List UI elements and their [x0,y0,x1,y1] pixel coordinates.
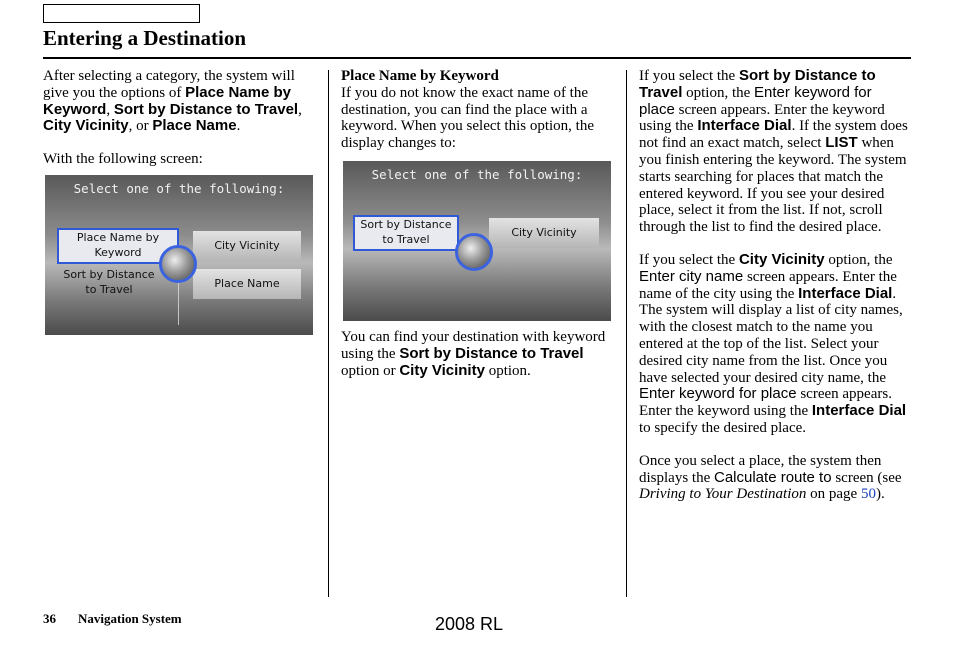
column-divider-2 [626,70,627,597]
sort-distance-paragraph: If you select the Sort by Distance to Travel option, the Enter keyword for place screen appears. Enter the keyword using the Interface Dial. If the system does not find an exact match, select LIST when you finish entering the keyword. The system starts searching for places that match the entered keyword. If you see your desired place, select it from the list. If not, scroll through the list to find the desired place. [639,67,908,236]
option-place-name-by-keyword[interactable]: Place Name by Keyword [57,228,179,264]
screen-heading: Select one of the following: [73,180,285,196]
keyword-paragraph: If you do not know the exact name of the destination, you can find the place with a keyword. When you select this option, the display changes to: [341,84,595,152]
column-1 [43,68,318,335]
page-title: Entering a Destination [43,26,247,50]
footer-label: Navigation System [78,611,182,626]
column-3 [639,68,911,503]
page-link[interactable]: 50 [860,486,876,503]
screen-caption: With the following screen: [43,151,203,168]
header-rule [43,57,911,59]
city-vicinity-paragraph: If you select the City Vicinity option, the Enter city name screen appears. Enter the name of the city using the Interface Dial. The system will display a list of city names, with the closest match to the name you entered at the top of the list. Select your desired city name from the list. Once you have selected your desired city name, the Enter keyword for place screen appears. Enter the keyword using the Interface Dial to specify the desired place. [639,250,907,436]
screen-heading: Select one of the following: [371,166,583,182]
interface-dial-icon [455,233,493,271]
option-sort-by-distance[interactable]: Sort by Distance to Travel [63,267,155,296]
option-place-name[interactable]: Place Name [193,269,301,299]
option-city-vicinity[interactable]: City Vicinity [193,231,301,261]
column-2 [341,68,611,379]
intro-paragraph: After selecting a category, the system will give you the options of Place Name by Keyword, Sort by Distance to Travel, City Vicinity, or Place Name. [43,68,302,135]
option-sort-by-distance[interactable]: Sort by Distance to Travel [353,215,459,251]
nav-screen-options [45,175,313,335]
option-city-vicinity[interactable]: City Vicinity [489,218,599,248]
section-heading: Place Name by Keyword [341,68,499,84]
keyword-options-paragraph: You can find your destination with keyword using the Sort by Distance to Travel option or City Vicinity option. [341,328,606,379]
calculate-route-paragraph: Once you select a place, the system then displays the Calculate route to screen (see Driving to Your Destination on page 50). [639,452,902,503]
model-label: 2008 RL [435,614,504,634]
column-divider-1 [328,70,329,597]
page-number: 36 [43,611,56,626]
header-box [43,4,200,23]
interface-dial-icon [159,245,197,283]
nav-screen-keyword [343,161,611,321]
